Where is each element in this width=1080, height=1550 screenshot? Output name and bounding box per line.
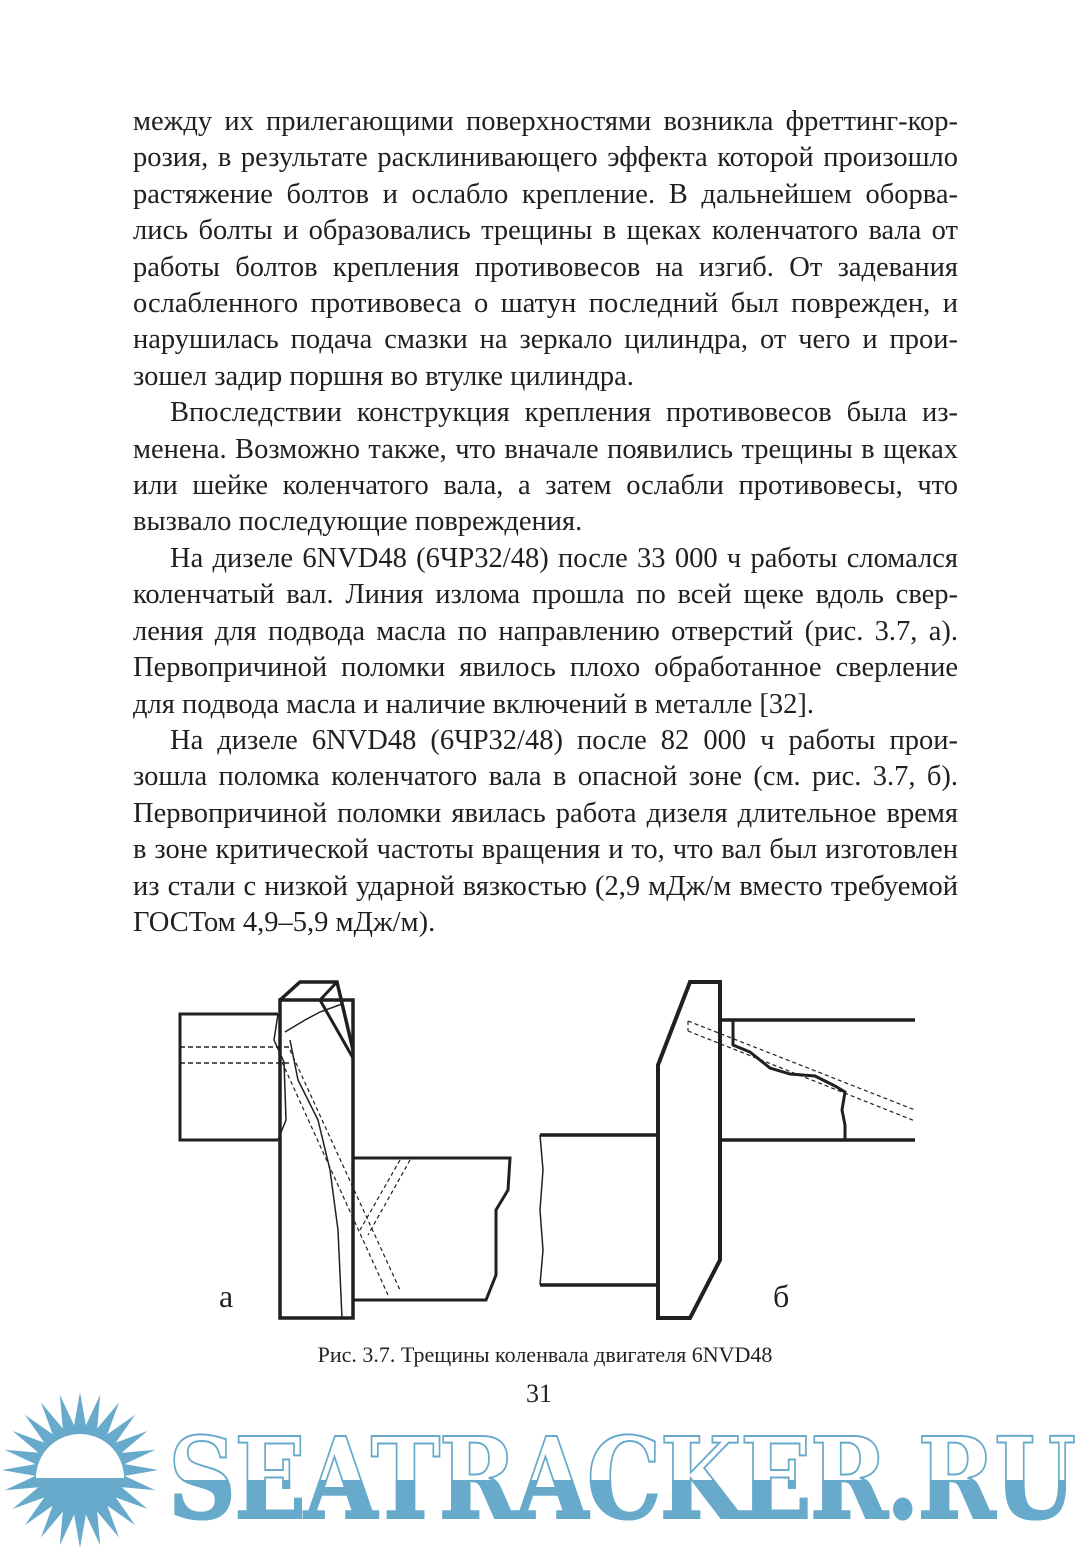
text-line: нарушилась подача смазки на зеркало цилиндра, от чего и прои- [133,324,958,356]
text-line: зошел задир поршня во втулке цилиндра. [133,360,634,392]
text-line: На дизеле 6NVD48 (6ЧР32/48) после 82 000 ч работы прои- [170,724,958,756]
text-line: розия, в результате расклинивающего эффекта которой произошло [133,142,958,174]
text-line: вызвало последующие повреждения. [133,506,583,538]
text-line: ослабленного противовеса о шатун последний был поврежден, и [133,288,958,320]
figure-a-drawing [180,982,510,1318]
text-line: в зоне критической частоты вращения и то, что вал был изготовлен [133,834,958,866]
text-line: ГОСТом 4,9–5,9 мДж/м). [133,906,436,938]
figure-label-a: а [219,1278,234,1314]
text-line: для подвода масла и наличие включений в металле [32]. [133,688,814,720]
watermark-text: SEATRACKER.RU [168,1414,1075,1545]
text-line: коленчатый вал. Линия излома прошла по всей щеке вдоль свер- [133,579,958,611]
text-line: Впоследствии конструкция крепления противовесов была из- [170,397,958,429]
text-line: или шейке коленчатого вала, а затем ослабли противовесы, что [133,470,958,502]
text-line: менена. Возможно также, что вначале появились трещины в щеках [133,433,958,465]
sun-logo-icon [0,1390,160,1550]
text-line: Первопричиной поломки явилась работа дизеля длительное время [133,797,958,829]
figure-b-drawing [540,982,915,1318]
text-line: На дизеле 6NVD48 (6ЧР32/48) после 33 000 ч работы сломался [170,542,958,574]
text-line: растяжение болтов и ослабло крепление. В дальнейшем оборва- [133,178,958,210]
text-line: Первопричиной поломки явилось плохо обработанное сверление [133,652,958,684]
text-line: лись болты и образовались трещины в щеках коленчатого вала от [133,215,958,247]
text-line: между их прилегающими поверхностями возникла фреттинг-кор- [133,106,958,137]
text-line: ления для подвода масла по направлению отверстий (рис. 3.7, а). [133,615,958,647]
page-number: 31 [526,1379,552,1408]
figure-label-b: б [773,1278,790,1314]
text-line: из стали с низкой ударной вязкостью (2,9 мДж/м вместо требуемой [133,870,958,902]
text-line: зошла поломка коленчатого вала в опасной зоне (см. рис. 3.7, б). [133,761,958,793]
figure-caption: Рис. 3.7. Трещины коленвала двигателя 6NVD48 [317,1342,773,1367]
text-line: работы болтов крепления противовесов на изгиб. От задевания [133,251,958,283]
